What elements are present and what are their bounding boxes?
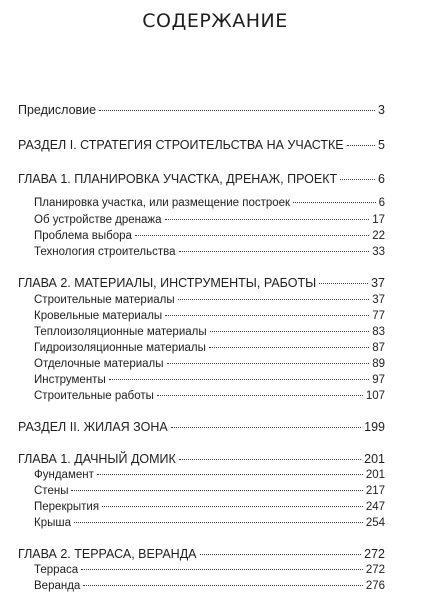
toc-entry-text: Терраса [34, 564, 79, 576]
toc-page-number: 107 [365, 390, 385, 402]
dot-leader [102, 506, 363, 507]
toc-page-number: 17 [372, 214, 385, 226]
toc-entry-subsection [34, 500, 385, 514]
toc-entry-chapter [18, 547, 385, 561]
toc-entry-subsection [34, 245, 385, 259]
toc-page-number: 201 [364, 452, 385, 466]
dot-leader [99, 110, 375, 111]
toc-entry-text: Веранда [34, 580, 81, 592]
toc-entry-text: ГЛАВА 1. ПЛАНИРОВКА УЧАСТКА, ДРЕНАЖ, ПРОЕКТ [18, 172, 338, 186]
toc-page-number: 37 [372, 294, 385, 306]
toc-entry-text: Об устройстве дренажа [34, 214, 162, 226]
dot-leader [71, 490, 362, 491]
toc-entry-text: Строительные работы [34, 390, 154, 402]
toc-page-number: 254 [365, 517, 385, 529]
dot-leader [165, 219, 370, 220]
toc-entry-text: Предисловие [18, 103, 97, 117]
toc-page-number: 201 [365, 469, 385, 481]
toc-page-number: 89 [372, 358, 385, 370]
toc-entry-subsection [34, 229, 385, 243]
toc-page-number: 5 [378, 138, 385, 152]
toc-page-number: 87 [372, 342, 385, 354]
toc-entry-subsection [34, 389, 385, 403]
toc-page-number: 33 [372, 246, 385, 258]
dot-leader [340, 179, 375, 180]
toc-page-number: 6 [378, 197, 385, 209]
dot-leader [293, 202, 376, 203]
toc-entry-text: ГЛАВА 2. ТЕРРАСА, ВЕРАНДА [18, 547, 197, 561]
toc-page-number: 272 [364, 547, 385, 561]
toc-entry-text: Планировка участка, или размещение построек [34, 197, 291, 209]
toc-entry-text: Теплоизоляционные материалы [34, 326, 207, 338]
toc-entry-subsection [34, 373, 385, 387]
toc-entry-text: ГЛАВА 1. ДАЧНЫЙ ДОМИК [18, 452, 176, 466]
toc-entry-subsection [34, 293, 385, 307]
dot-leader [135, 235, 369, 236]
toc-entry-subsection [34, 325, 385, 339]
toc-page-number: 6 [378, 172, 385, 186]
toc-page-number: 247 [365, 501, 385, 513]
toc-page-number: 272 [365, 564, 385, 576]
toc-page-number: 37 [371, 276, 385, 290]
toc-entry-text: Отделочные материалы [34, 358, 164, 370]
toc-entry-subsection [34, 468, 385, 482]
dot-leader [200, 554, 362, 555]
dot-leader [74, 522, 363, 523]
toc-entry-subsection [34, 213, 385, 227]
toc-entry-text: РАЗДЕЛ I. СТРАТЕГИЯ СТРОИТЕЛЬСТВА НА УЧАСТКЕ [18, 138, 344, 152]
toc-page-number: 3 [378, 103, 385, 117]
page-title: СОДЕРЖАНИЕ [142, 10, 288, 32]
dot-leader [165, 315, 369, 316]
toc-entry-text: ГЛАВА 2. МАТЕРИАЛЫ, ИНСТРУМЕНТЫ, РАБОТЫ [18, 276, 317, 290]
toc-entry-subsection [34, 196, 385, 210]
toc-page-number: 83 [372, 326, 385, 338]
toc-entry-preface [18, 103, 385, 117]
toc-entry-text: Крыша [34, 517, 71, 529]
toc-entry-chapter [18, 276, 385, 290]
toc-entry-subsection [34, 579, 385, 593]
toc-entry-text: Технология строительства [34, 246, 176, 258]
dot-leader [209, 347, 369, 348]
toc-entry-subsection [34, 309, 385, 323]
toc-page-number: 22 [372, 230, 385, 242]
toc-entry-text: РАЗДЕЛ II. ЖИЛАЯ ЗОНА [18, 420, 168, 434]
toc-entry-subsection [34, 516, 385, 530]
toc-entry-chapter [18, 172, 385, 186]
toc-entry-section-2 [18, 420, 385, 434]
toc-entry-subsection [34, 563, 385, 577]
toc-entry-text: Стены [34, 485, 69, 497]
dot-leader [157, 395, 363, 396]
toc-page-number: 217 [365, 485, 385, 497]
toc-page-number: 97 [372, 374, 385, 386]
dot-leader [347, 145, 375, 146]
toc-entry-text: Гидроизоляционные материалы [34, 342, 206, 354]
toc-entry-text: Инструменты [34, 374, 106, 386]
toc-entry-subsection [34, 341, 385, 355]
toc-entry-text: Проблема выбора [34, 230, 132, 242]
dot-leader [83, 585, 362, 586]
toc-entry-text: Перекрытия [34, 501, 100, 513]
dot-leader [178, 299, 370, 300]
toc-page-number: 199 [364, 420, 385, 434]
toc-entry-section-1 [18, 138, 385, 152]
dot-leader [109, 379, 369, 380]
dot-leader [167, 363, 370, 364]
toc-entry-subsection [34, 357, 385, 371]
dot-leader [171, 427, 361, 428]
toc-entry-text: Строительные материалы [34, 294, 175, 306]
dot-leader [179, 459, 361, 460]
dot-leader [97, 474, 363, 475]
dot-leader [179, 251, 370, 252]
toc-entry-text: Кровельные материалы [34, 310, 163, 322]
dot-leader [81, 569, 363, 570]
toc-entry-chapter [18, 452, 385, 466]
dot-leader [319, 283, 368, 284]
toc-page-number: 77 [372, 310, 385, 322]
toc-entry-subsection [34, 484, 385, 498]
dot-leader [210, 331, 370, 332]
toc-page-number: 276 [365, 580, 385, 592]
toc-entry-text: Фундамент [34, 469, 94, 481]
